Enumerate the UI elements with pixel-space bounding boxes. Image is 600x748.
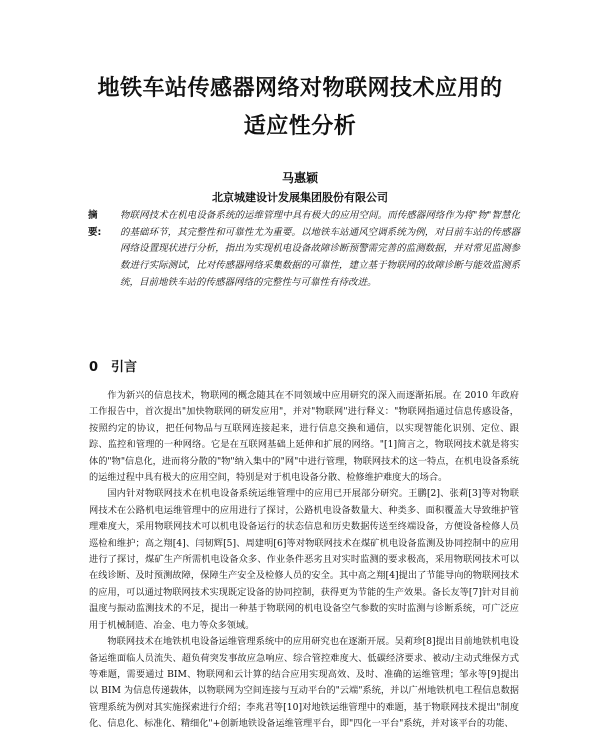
paragraph: 国内针对物联网技术在机电设备系统运维管理中的应用已开展部分研究。王鹏[2]、张莉[3]等对物联网技术在公路机电运维管理中的应用进行了探讨，公路机电设备数量大、种类多、面积覆盖大导致维护管理难度大，采用物联网技术可以机电设备运行的状态信息和历史数据传送至终端设备，方便设备检修人员巡检和维护；高之翔[4]、闫韧辉[5]、周建明[6]等对物联网技术在煤矿机电设备监测及协同控制中的应用进行了探讨，煤矿生产所需机电设备众多、作业条件恶劣且对实时监测的要求极高，采用物联网技术可以在线诊断、及时预测故障，保障生产安全及检修人员的安全。其中高之翔[4]提出了节能导向的物联网技术的应用，可以通过物联网技术实现既定设备的协同控制，获得更为节能的生产效果。备长友等[7]针对目前温度与振动监测技术的不足，提出一种基于物联网的机电设备空气参数的实时监测与诊断系统，可广泛应用于机械制造、冶金、电力等众多领域。: [89, 488, 519, 631]
abstract-label: 摘 要:: [88, 210, 108, 238]
paragraph: 作为新兴的信息技术，物联网的概念随其在不同领域中应用研究的深入而逐渐拓展。在 2010 年政府工作报告中，首次提出"加快物联网的研发应用"，并对"物联网"进行释义："物联网指通过信息传感设备，按照约定的协议，把任何物品与互联网连接起来，进行信息交换和通信，以实现智能化识别、定位、跟踪、监控和管理的一种网络。它是在互联网基础上延伸和扩展的网络。"[1]简言之，物联网技术就是将实体的"物"信息化，进而将分散的"物"纳入集中的"网"中进行管理，物联网技术的这一特点，在机电设备系统的运维过程中具有极大的应用空间，特别是对于机电设备分散、检修维护难度大的场合。: [89, 390, 519, 484]
paragraph: 物联网技术在地铁机电设备运维管理系统中的应用研究也在逐渐开展。吴莉珍[8]提出目前地铁机电设备运维面临人员流失、超负荷突发事故应急响应、综合管控难度大、低碳经济要求、被动/主动式维保方式等难题，需要通过 BIM、物联网和云计算的结合应用实现高效、及时、准确的运维管理；邹永等[9]提出以 BIM 为信息传递载体，以物联网为空间连接与互动平台的"云端"系统，并以广州地铁机电工程信息数据管理系统为例对其实施探索进行介绍；李兆君等[10]对地铁运维管理中的难题，基于物联网技术提出"制度化、信息化、标准化、精细化"+创新地铁设备运维管理平台，即"四化一平台"系统，并对该平台的功能、: [89, 636, 519, 730]
paper-title: [40, 74, 560, 142]
section-heading: 0 引言: [89, 360, 138, 375]
title-line-1: 地铁车站传感器网络对物联网技术应用的: [97, 76, 503, 101]
body-text: [89, 388, 519, 733]
affiliation: 北京城建设计发展集团股份有限公司: [212, 191, 388, 204]
abstract-text: 物联网技术在机电设备系统的运维管理中具有极大的应用空间。而传感器网络作为将"物"智慧化的基础环节，其完整性和可靠性尤为重要。以地铁车站通风空调系统为例，对目前车站的传感器网络设置现状进行分析，指出为实现机电设备故障诊断预警需完善的监测数据，并对常见监测参数进行实际测试，比对传感器网络采集数据的可靠性，建立基于物联网的故障诊断与能效监测系统，目前地铁车站的传感器网络的完整性与可靠性有待改进。: [120, 210, 520, 288]
author-name: 马惠颖: [281, 171, 318, 185]
abstract: [88, 208, 520, 292]
title-line-2: 适应性分析: [243, 114, 357, 139]
